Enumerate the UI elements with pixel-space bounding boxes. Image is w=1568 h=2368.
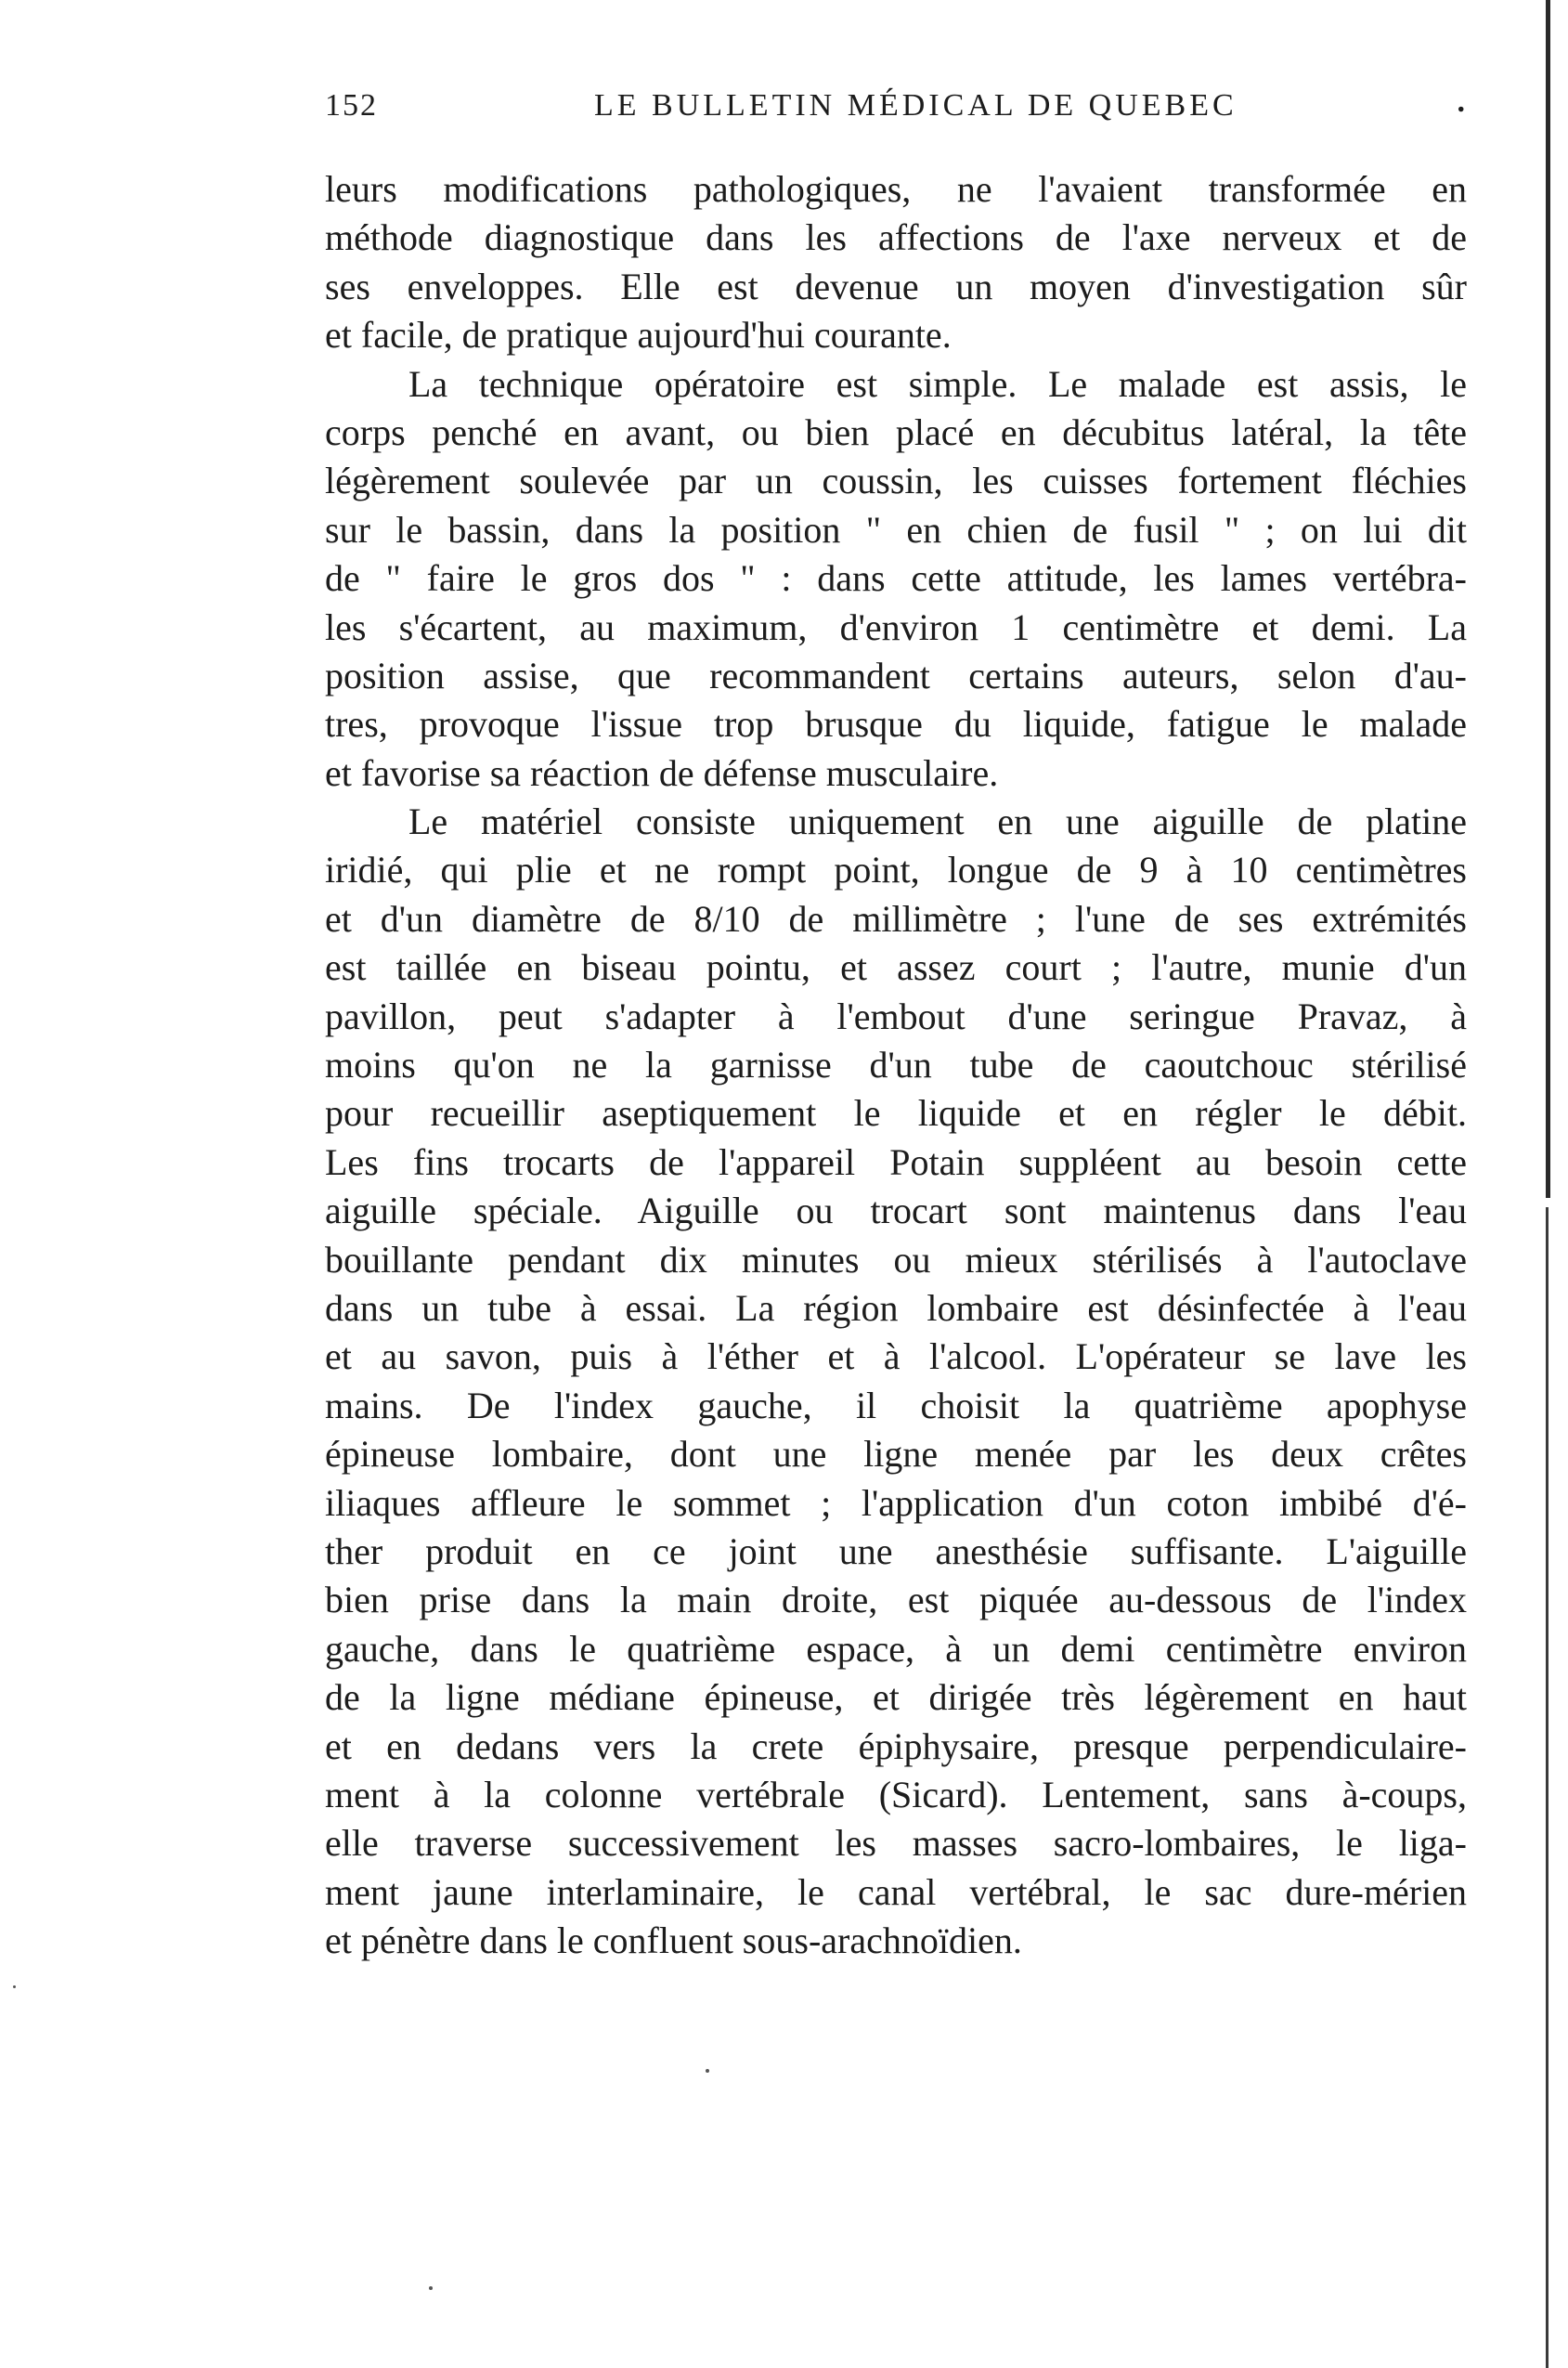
text-line: aiguille spéciale. Aiguille ou trocart sont maintenus dans l'eau [325,1190,1467,1232]
text-line: ses enveloppes. Elle est devenue un moyen d'investigation sûr [325,265,1467,307]
text-line: légèrement soulevée par un coussin, les cuisses fortement fléchies [325,460,1467,502]
text-line: est taillée en biseau pointu, et assez court ; l'autre, munie d'un [325,946,1467,989]
text-line: épineuse lombaire, dont une ligne menée par les deux crêtes [325,1433,1467,1476]
scan-speck [429,2286,433,2290]
text-line: position assise, que recommandent certains auteurs, selon d'au- [325,654,1467,696]
text-line: pour recueillir aseptiquement le liquide et en régler le débit. [325,1092,1467,1135]
header-dot: . [1457,85,1467,119]
text-line: ther produit en ce joint une anesthésie suffisante. L'aiguille [325,1529,1467,1572]
text-line: et pénètre dans le confluent sous-arachnoïdien. [325,1919,1022,1962]
text-line: de la ligne médiane épineuse, et dirigée très légèrement en haut [325,1676,1467,1719]
text-line: gauche, dans le quatrième espace, à un demi centimètre environ [325,1627,1467,1670]
text-line: dans un tube à essai. La région lombaire est désinfectée à l'eau [325,1286,1467,1329]
text-line: sur le bassin, dans la position " en chien de fusil " ; on lui dit [325,508,1467,551]
text-line: bien prise dans la main droite, est piquée au-dessous de l'index [325,1579,1467,1621]
text-line: et facile, de pratique aujourd'hui courante. [325,314,952,357]
text-line: mains. De l'index gauche, il choisit la quatrième apophyse [325,1384,1467,1426]
page-header [325,85,1467,135]
body-text [325,165,1467,1965]
text-line: et favorise sa réaction de défense musculaire. [325,751,999,794]
text-line: ment jaune interlaminaire, le canal vertébral, le sac dure-mérien [325,1870,1467,1913]
text-line: La technique opératoire est simple. Le malade est assis, le [408,362,1467,405]
text-line: leurs modifications pathologiques, ne l'avaient transformée en [325,168,1467,210]
text-line: Les fins trocarts de l'appareil Potain suppléent au besoin cette [325,1140,1467,1183]
text-line: corps penché en avant, ou bien placé en décubitus latéral, la tête [325,410,1467,453]
scan-edge-rule [1546,0,1550,1198]
text-line: iliaques affleure le sommet ; l'application d'un coton imbibé d'é- [325,1481,1467,1524]
text-line: et en dedans vers la crete épiphysaire, presque perpendiculaire- [325,1724,1467,1767]
text-line: ment à la colonne vertébrale (Sicard). Lentement, sans à-coups, [325,1773,1467,1815]
text-line: de " faire le gros dos " : dans cette attitude, les lames vertébra- [325,557,1467,600]
text-line: moins qu'on ne la garnisse d'un tube de caoutchouc stérilisé [325,1044,1467,1086]
text-line: iridié, qui plie et ne rompt point, longue de 9 à 10 centimètres [325,849,1467,891]
scan-speck [706,2069,709,2073]
text-line: pavillon, peut s'adapter à l'embout d'une seringue Pravaz, à [325,995,1467,1037]
text-line: bouillante pendant dix minutes ou mieux stérilisés à l'autoclave [325,1238,1467,1281]
text-line: et d'un diamètre de 8/10 de millimètre ; l'une de ses extrémités [325,897,1467,940]
scan-speck [13,1985,16,1988]
page-number: 152 [325,88,378,123]
text-line: les s'écartent, au maximum, d'environ 1 centimètre et demi. La [325,605,1467,648]
text-line: méthode diagnostique dans les affections de l'axe nerveux et de [325,216,1467,259]
running-head: LE BULLETIN MÉDICAL DE QUEBEC [594,88,1238,123]
text-line: elle traverse successivement les masses sacro-lombaires, le liga- [325,1822,1467,1865]
scan-edge-rule-lower [1546,1207,1549,2368]
text-line: et au savon, puis à l'éther et à l'alcool. L'opérateur se lave les [325,1335,1467,1378]
text-line: tres, provoque l'issue trop brusque du liquide, fatigue le malade [325,703,1467,746]
text-line: Le matériel consiste uniquement en une aiguille de platine [408,800,1467,843]
